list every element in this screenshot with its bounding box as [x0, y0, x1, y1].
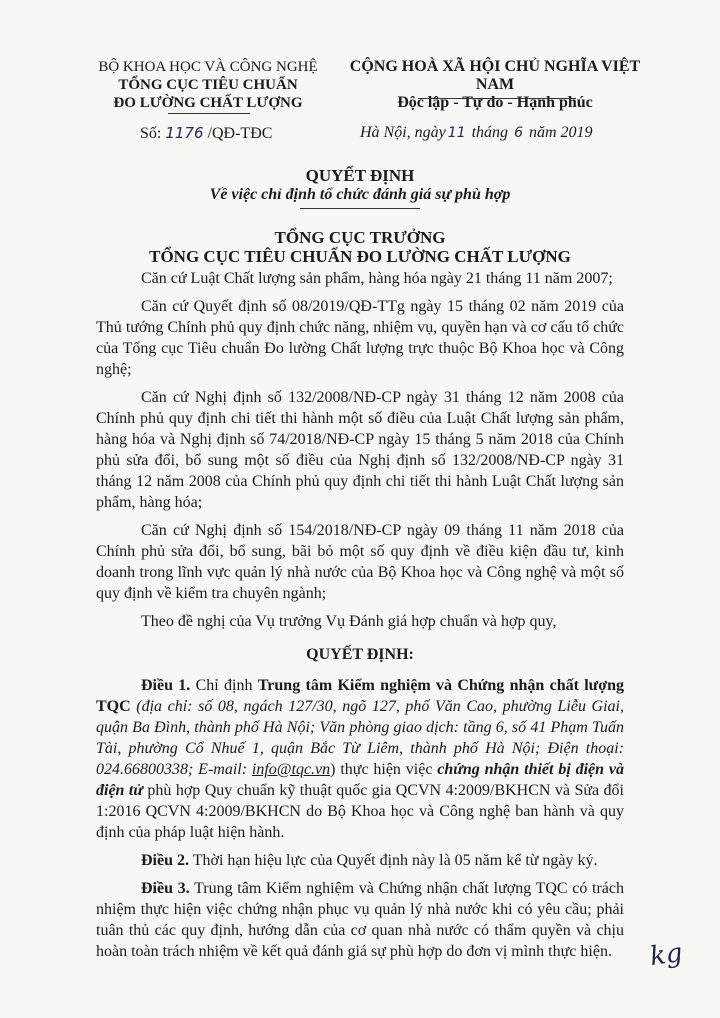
agency-name-line1: TỔNG CỤC TIÊU CHUẨN — [118, 77, 298, 93]
date-prefix: Hà Nội, ngày — [360, 124, 446, 141]
agency-block — [96, 58, 320, 112]
article-1-text: phù hợp Quy chuẩn kỹ thuật quốc gia QCVN 4:2009/BKHCN và Sửa đổi 1:2016 QCVN 4:2009/BKHCN do Bộ Khoa học và Công nghệ ban hành và quy định của pháp luật hiện hành. — [96, 782, 625, 841]
date-month-label: tháng — [471, 124, 509, 141]
national-motto: Độc lập - Tự do - Hạnh phúc — [397, 94, 593, 111]
designated-organization: Trung tâm Kiểm nghiệm và Chứng nhận chất lượng TQC — [96, 677, 625, 715]
preamble-paragraph: Căn cứ Nghị định số 132/2008/NĐ-CP ngày 31 tháng 12 năm 2008 của Chính phủ quy định chi tiết thi hành một số điều của Luật Chất lượng sản phẩm, hàng hóa và Nghị định số 74/2018/NĐ-CP ngày 15 tháng 5 năm 2018 của Chính phủ sửa đổi, bổ sung một số điều của Nghị định số 132/2008/NĐ-CP ngày 31 tháng 12 năm 2008 của Chính phủ quy định chi tiết thi hành Luật Chất lượng sản phẩm, hàng hóa; — [96, 389, 624, 511]
organization-address: (địa chỉ: số 08, ngách 127/30, ngõ 127, phố Văn Cao, phường Liễu Giai, quận Ba Đình, thành phố Hà Nội; Văn phòng giao dịch: tầng 6, số 41 Phạm Tuấn Tài, phường Cổ Nhuế 1, quận Bắc Từ Liêm, thành phố Hà Nội; Điện thoại: 024.66800338; E-mail: — [96, 698, 624, 778]
motto-underline — [418, 98, 576, 99]
nation-name: CỘNG HOÀ XÃ HỘI CHỦ NGHĨA VIỆT NAM — [349, 58, 641, 93]
article-1-text: thực hiện việc — [340, 761, 433, 778]
document-date — [360, 124, 593, 142]
document-body — [96, 268, 624, 969]
article-2-text: Thời hạn hiệu lực của Quyết định này là 05 năm kể từ ngày ký. — [192, 852, 598, 869]
certification-scope: chứng nhận thiết bị điện và điện tử — [96, 761, 625, 799]
date-year: năm 2019 — [528, 124, 593, 141]
document-number — [140, 124, 272, 143]
document-title: QUYẾT ĐỊNH — [305, 166, 415, 185]
authority-agency: TỔNG CỤC TIÊU CHUẨN ĐO LƯỜNG CHẤT LƯỢNG — [149, 247, 571, 266]
email-link[interactable]: info@tqc.vn — [251, 761, 331, 778]
article-1 — [96, 675, 624, 843]
handwritten-day: 11 — [447, 125, 466, 141]
address-close: ) — [330, 761, 336, 778]
article-3 — [96, 878, 624, 962]
handwritten-number: 1176 — [165, 124, 204, 142]
decision-heading: QUYẾT ĐỊNH: — [306, 646, 414, 663]
handwritten-month: 6 — [514, 125, 523, 141]
article-2 — [96, 850, 624, 871]
article-1-label: Điều 1. — [141, 677, 191, 694]
handwritten-initials: kg — [648, 937, 685, 973]
agency-underline — [168, 113, 250, 114]
subject-underline — [300, 208, 420, 209]
preamble-paragraph: Theo đề nghị của Vụ trưởng Vụ Đánh giá hợp chuẩn và hợp quy, — [141, 613, 557, 630]
nation-block — [330, 58, 660, 112]
number-suffix: /QĐ-TĐC — [207, 125, 273, 142]
preamble-paragraph: Căn cứ Quyết định số 08/2019/QĐ-TTg ngày 15 tháng 02 năm 2019 của Thủ tướng Chính phủ quy định chức năng, nhiệm vụ, quyền hạn và cơ cấu tổ chức của Tổng cục Tiêu chuẩn Đo lường Chất lượng trực thuộc Bộ Khoa học và Công nghệ; — [96, 298, 624, 378]
article-3-label: Điều 3. — [141, 880, 190, 897]
preamble-paragraph: Căn cứ Nghị định số 154/2018/NĐ-CP ngày 09 tháng 11 năm 2018 của Chính phủ sửa đổi, bổ sung, bãi bỏ một số quy định về điều kiện đầu tư, kinh doanh trong lĩnh vực quản lý nhà nước của Bộ Khoa học và Công nghệ và một số quy định về kiểm tra chuyên ngành; — [96, 522, 624, 602]
ministry-name: BỘ KHOA HỌC VÀ CÔNG NGHỆ — [98, 59, 318, 75]
preamble-paragraph: Căn cứ Luật Chất lượng sản phẩm, hàng hóa ngày 21 tháng 11 năm 2007; — [141, 270, 613, 287]
article-3-text: Trung tâm Kiểm nghiệm và Chứng nhận chất lượng TQC có trách nhiệm thực hiện việc chứng nhận phục vụ quản lý nhà nước khi có yêu cầu; phải tuân thủ các quy định, hướng dẫn của cơ quan nhà nước có thẩm quyền và chịu hoàn toàn trách nhiệm về kết quả đánh giá sự phù hợp do đơn vị mình thực hiện. — [96, 880, 625, 960]
article-1-text: Chỉ định — [195, 677, 253, 694]
authority-title: TỔNG CỤC TRƯỞNG — [274, 228, 446, 247]
article-2-label: Điều 2. — [141, 852, 189, 869]
number-prefix: Số: — [140, 125, 162, 142]
document-subject: Về việc chỉ định tổ chức đánh giá sự phù hợp — [209, 186, 511, 203]
agency-name-line2: ĐO LƯỜNG CHẤT LƯỢNG — [113, 95, 303, 111]
